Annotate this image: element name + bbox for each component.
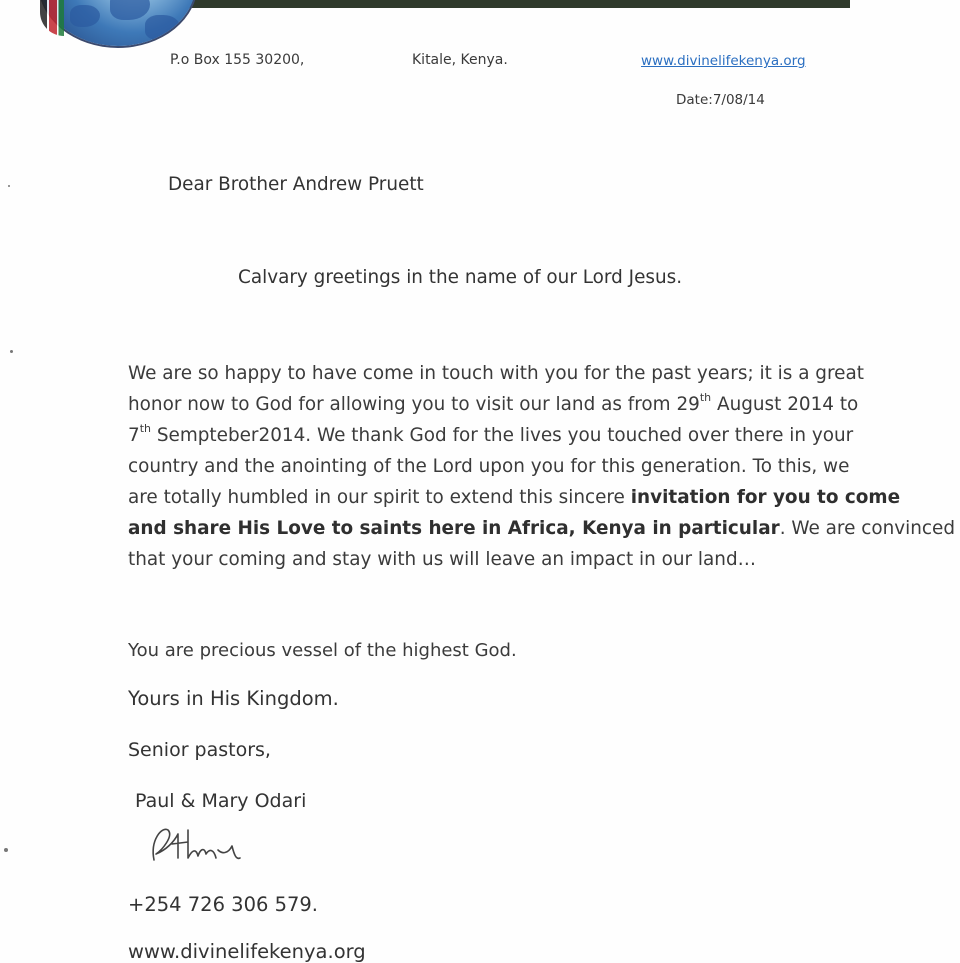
closing-website: www.divinelifekenya.org [128, 940, 366, 963]
signer-names: Paul & Mary Odari [135, 790, 307, 812]
city: Kitale, Kenya. [412, 52, 508, 68]
body-line: country and the anointing of the Lord upon you for this generation. To this, we [128, 456, 850, 477]
kenya-flag-stripe [40, 0, 64, 36]
body-line: are totally humbled in our spirit to extend this sincere invitation for you to come [128, 487, 901, 508]
invitation-emphasis: invitation for you to come [630, 487, 901, 508]
body-paragraph [128, 358, 955, 575]
salutation: Dear Brother Andrew Pruett [168, 174, 424, 195]
scan-speck [8, 185, 10, 187]
website-link[interactable]: www.divinelifekenya.org [641, 53, 806, 69]
closing-role: Senior pastors, [128, 739, 271, 761]
body-line: 7th Sempteber2014. We thank God for the lives you touched over there in your [128, 421, 854, 446]
phone-number: +254 726 306 579. [128, 893, 319, 916]
letterhead-script-decoration [300, 0, 840, 4]
handwritten-signature [148, 820, 243, 868]
body-line: and share His Love to saints here in Africa, Kenya in particular. We are convinced [128, 518, 955, 539]
closing-vessel: You are precious vessel of the highest God. [128, 640, 517, 661]
scan-speck [10, 350, 13, 353]
body-line: honor now to God for allowing you to visit our land as from 29th August 2014 to [128, 390, 859, 415]
body-line: that your coming and stay with us will leave an impact in our land… [128, 549, 757, 570]
body-line: We are so happy to have come in touch with you for the past years; it is a great [128, 363, 864, 384]
closing-yours: Yours in His Kingdom. [128, 687, 339, 710]
po-box: P.o Box 155 30200, [170, 52, 305, 68]
scan-speck [4, 848, 8, 852]
letter-date: Date:7/08/14 [676, 92, 765, 108]
invitation-emphasis: and share His Love to saints here in Africa, Kenya in particular [128, 518, 780, 539]
greeting: Calvary greetings in the name of our Lord Jesus. [238, 267, 683, 288]
